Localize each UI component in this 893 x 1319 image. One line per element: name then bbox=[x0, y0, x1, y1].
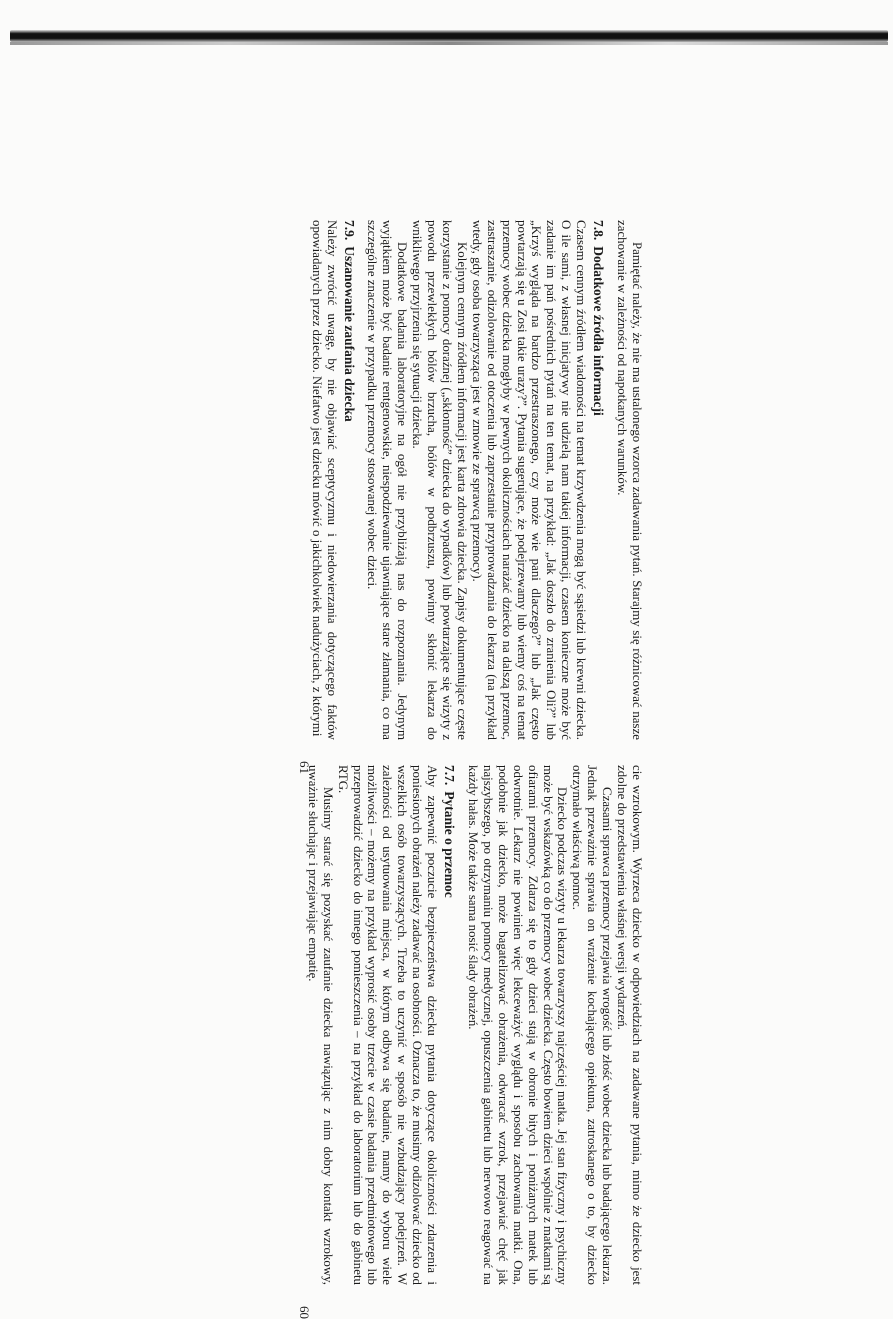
page-number: 61 bbox=[297, 761, 312, 774]
paragraph: Aby zapewnić poczucie bezpieczeństwa dziecku pytania dotyczące okoliczności zdarzenia i poniesionych obrażeń należy zadawać na osobności. Oznacza to, że musimy odizolować dziecko od wszelkich osób towarzyszących. Trzeba to uczynić w sposób nie wzbudzający podejrzeń. W zależności od usytuowania miejsca, w którym odbywa się badanie, mamy do wyboru wiele możliwości – możemy na przykład wyprosić osoby trzecie w czasie badania przedmiotowego lub przeprowadzić dziecko do innego pomieszczenia – na przykład do laboratorium lub do gabinetu RTG. bbox=[335, 765, 440, 1285]
page-61-text bbox=[294, 220, 644, 740]
section-heading-7-9: 7.9.Uszanowanie zaufania dziecka bbox=[341, 220, 357, 422]
paragraph: Dodatkowe badania laboratoryjne na ogół nie przybliżają nas do rozpoznania. Jedynym wyjątkiem może być badanie rentgenowskie, niespodziewanie ujawniające stare złamania, co ma szczególne znaczenie w przypadku przemocy stosowanej wobec dzieci. bbox=[365, 220, 410, 740]
paragraph: Musimy starać się pozyskać zaufanie dziecka nawiązując z nim dobry kontakt wzrokowy, uważnie słuchając i przejawiając empatię. bbox=[305, 765, 335, 1285]
paragraph: Kolejnym cennym źródłem informacji jest karta zdrowia dziecka. Zapisy dokumentujące częste korzystanie z pomocy doraźnej („skłonność” dziecka do wypadków) lub powtarzające się wizyty z powodu przewlekłych bólów brzucha, bólów w podbrzuszu, powinny skłonić lekarza do wnikliwego przyjrzenia się sytuacji dziecka. bbox=[410, 220, 469, 740]
paragraph: Należy zwrócić uwagę, by nie objawiać sceptycyzmu i niedowierzania dotyczącego faktów opowiadanych przez dziecko. Niefatwo jest dziecku mówić o jakichkolwiek nadużyciach, z którymi bbox=[309, 220, 339, 740]
page-60 bbox=[294, 765, 644, 1319]
section-heading-7-7: 7.7.Pytanie o przemoc bbox=[442, 765, 458, 898]
paragraph: Czasem cennym źródłem wiadomości na temat krzywdzenia mogą być sąsiedzi lub krewni dziecka. O ile sami, z własnej inicjatywy nie udzielą nam takiej informacji, czasem konieczne może być zadanie im pań pośrednich pytań na ten temat, na przykład: „Jak doszło do zranienia Oli?” lub „Krzyś wygląda na bardzo przestraszonego, czy może wie pani dlaczego?” lub „Jak często powtarzają się u Zosi takie urazy?”. Pytania sugerujące, że podejrzewamy lub wiemy coś na temat przemocy wobec dziecka mogłyby w pewnych okolicznościach narażać dziecko na dalszą przemoc, zastraszanie, odizolowanie od otoczenia lub zaprzestanie przyprowadzania do lekarza (na przykład wtedy, gdy osoba towarzysząca jest w zmowie ze sprawcą przemocy). bbox=[469, 220, 589, 740]
paragraph: Czasami sprawca przemocy przejawia wrogość lub złość wobec dziecka lub badającego lekarza. Jednak przeważnie sprawia on wrażenie kochającego opiekuna, zatroskanego o to, by dziecko otrzymało właściwą pomoc. bbox=[570, 765, 615, 1285]
section-heading-7-8: 7.8.Dodatkowe źródła informacji bbox=[591, 220, 607, 416]
paragraph: Dziecko podczas wizyty u lekarza towarzyszy najczęściej matka. Jej stan fizyczny i psychiczny może być wskazówką co do przemocy wobec dziecka. Często bowiem dzieci wspólnie z matkami są ofiarami przemocy. Zdarza się to gdy dzieci stają w obronie bitych i poniżanych matek lub odwrotnie. Lekarz nie powinien więc lekceważyć wyglądu i sposobu zachowania matki. Ona, podobnie jak dziecko, może bagatelizować obrażenia, odwracać wzrok, przejawiać chęć jak najszybszego, po otrzymaniu pomocy medycznej, opuszczenia gabinetu lub nerwowo reagować na każdy hałas. Może także sama nosić ślady obrażeń. bbox=[466, 765, 570, 1285]
scan-edge-shadow bbox=[10, 30, 888, 42]
paragraph: Pamiętać należy, że nie ma ustalonego wzorca zadawania pytań. Starajmy się różnicować nasze zachowanie w zależności od napotkanych warunków. bbox=[615, 220, 644, 740]
page-60-text bbox=[294, 765, 644, 1285]
page-number: 60 bbox=[297, 1306, 312, 1319]
paragraph: cie wzrokowym. Wyrzeca dziecko w odpowiedziach na zadawane pytania, mimo że dziecko jest zdolne do przedstawienia właśnej wersji wydarzeń. bbox=[615, 765, 644, 1285]
page-61 bbox=[294, 220, 644, 774]
